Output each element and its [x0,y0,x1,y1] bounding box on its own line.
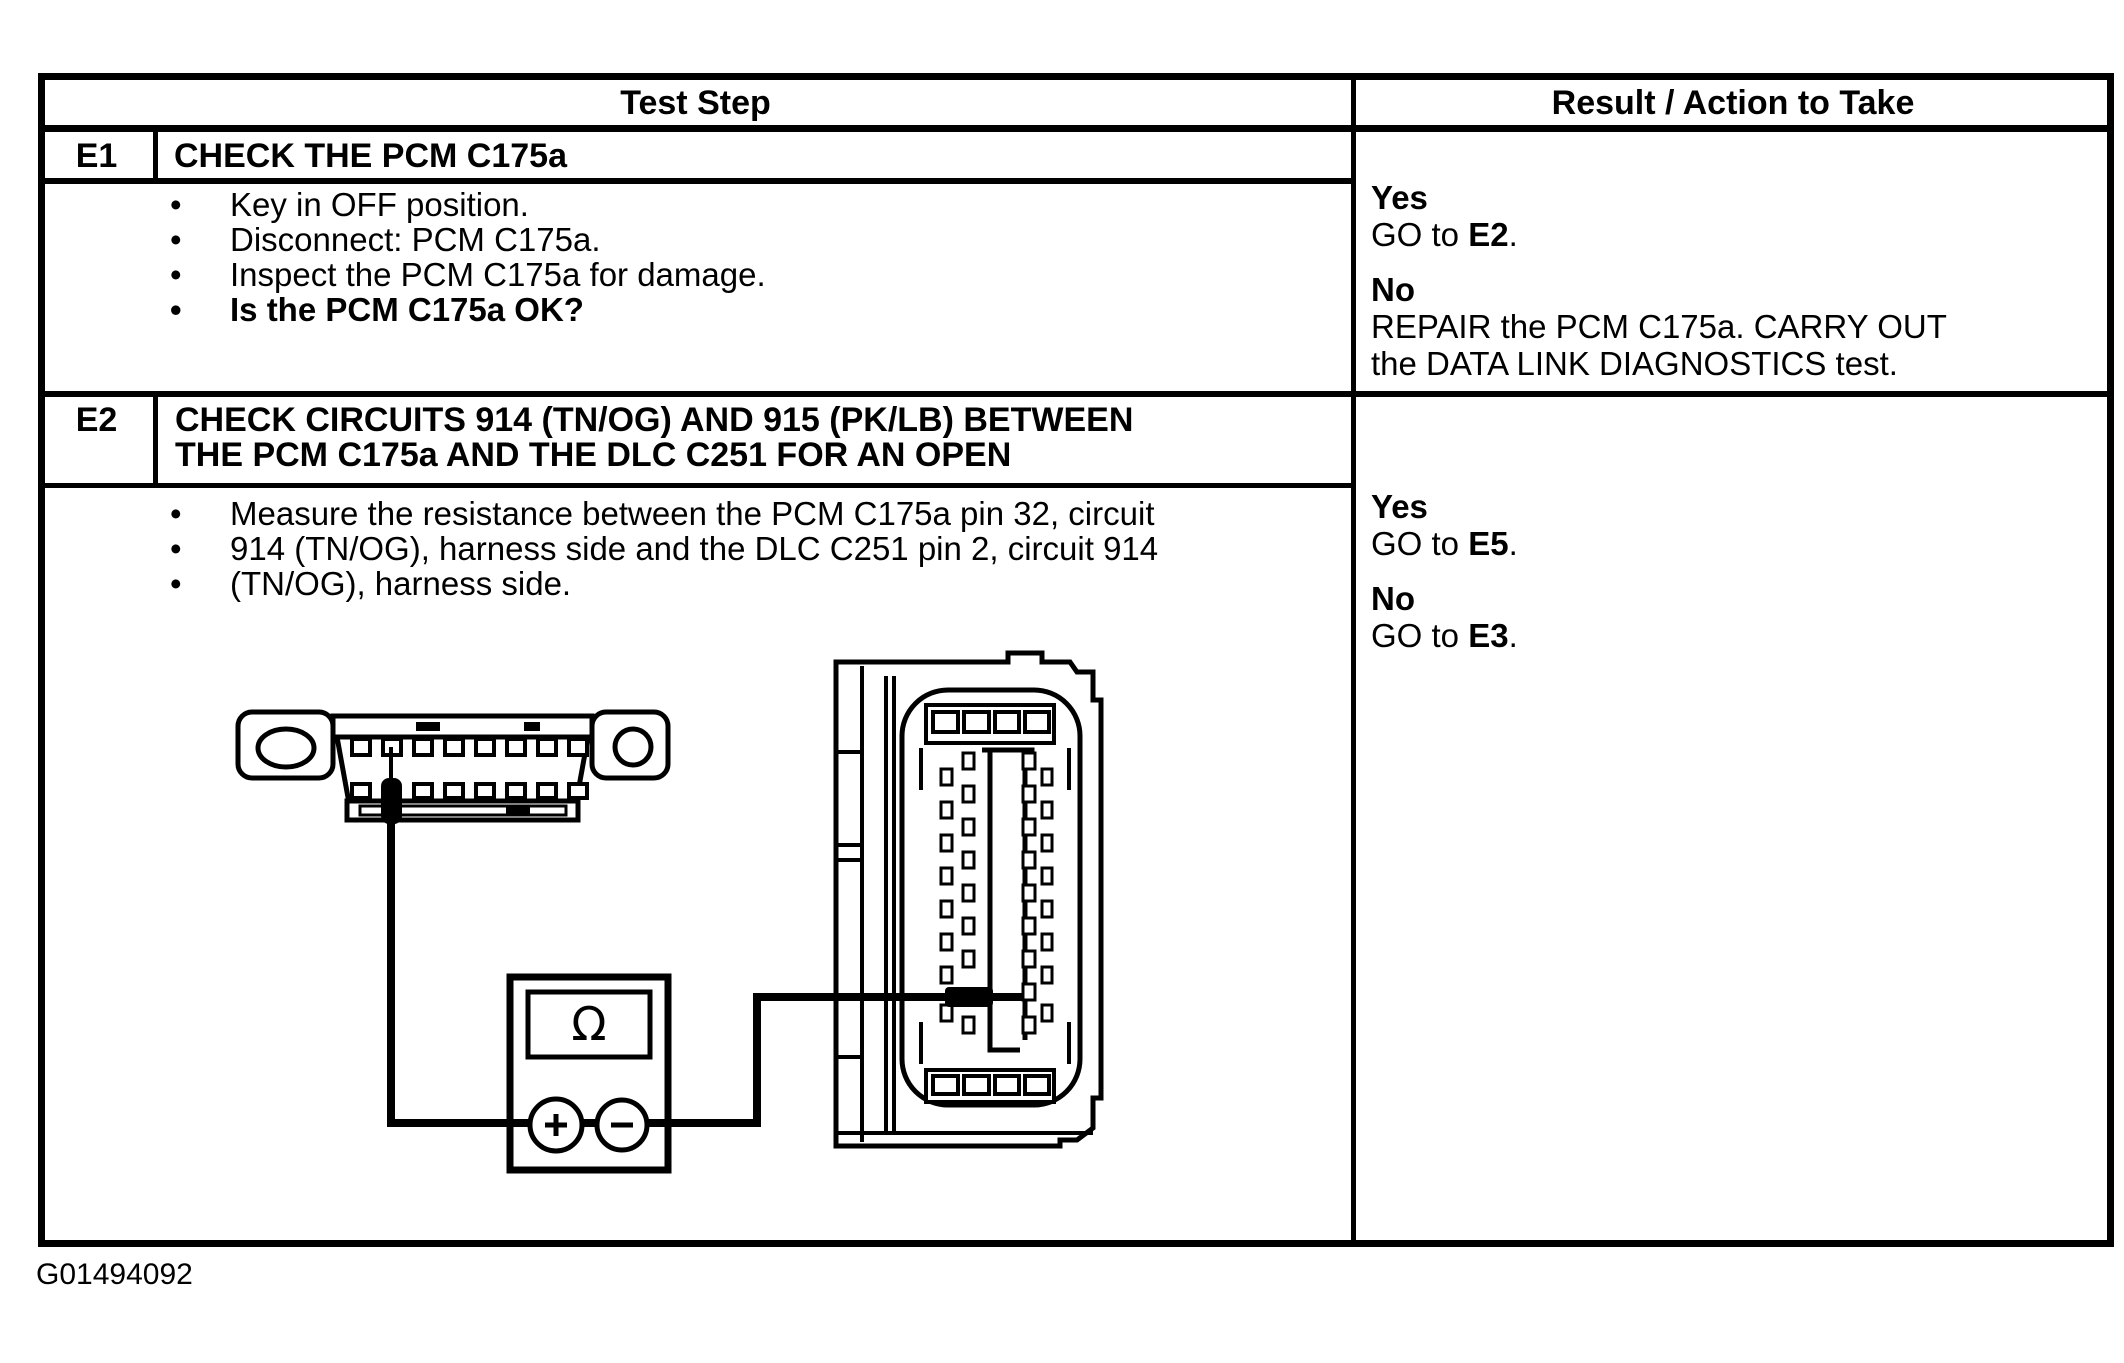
bullet-text: 914 (TN/OG), harness side and the DLC C251 pin 2, circuit 914 [230,530,1159,567]
no-label: No [1371,271,1415,308]
bullet-icon: • [170,256,182,293]
e2-bullet-list [170,496,1158,601]
list-item [170,496,1158,531]
e1-number-divider [153,132,158,178]
list-item [170,566,1158,601]
dlc-top-band [333,716,592,737]
no-action-line: REPAIR the PCM C175a. CARRY OUT [1371,308,1947,345]
header-separator [40,125,2110,132]
yes-action: GO to E2. [1371,216,1518,253]
list-item [170,187,766,222]
row-id-e2: E2 [75,401,118,439]
test-connection-diagram [230,640,1150,1210]
bullet-icon: • [170,221,182,258]
bullet-icon: • [170,495,182,532]
row-id-e1: E1 [75,137,118,175]
list-item [170,222,766,257]
test-step-header: Test Step [620,84,771,122]
bullet-text: Is the PCM C175a OK? [230,291,584,328]
pcm-connector [836,653,1101,1146]
row-title-e2: CHECK CIRCUITS 914 (TN/OG) AND 915 (PK/LB) BETWEEN THE PCM C175a AND THE DLC C251 FOR AN OPEN [175,401,1134,474]
no-action-line: the DATA LINK DIAGNOSTICS test. [1371,345,1898,382]
pcm-pin-32 [1023,984,1035,1000]
dlc-right-mount-hole [615,729,651,765]
e1-bullet-list [170,187,766,327]
yes-action: GO to E5. [1371,525,1518,562]
column-divider [1351,73,1356,1240]
list-item [170,531,1158,566]
bullet-icon: • [170,186,182,223]
no-action: GO to E3. [1371,617,1518,654]
e1-title-separator [40,178,1351,184]
bullet-icon: • [170,565,182,602]
e1-result-cell [1371,179,1947,382]
e2-result-cell [1371,488,1518,654]
bullet-text: Measure the resistance between the PCM C175a pin 32, circuit [230,495,1155,532]
dlc-probe-tip [381,778,402,824]
e2-title-separator [40,483,1351,488]
bullet-text: Inspect the PCM C175a for damage. [230,256,766,293]
bullet-text: Disconnect: PCM C175a. [230,221,601,258]
dlc-connector [238,712,668,820]
row-e1-e2-separator [40,391,2110,397]
list-item [170,257,766,292]
ohm-symbol: Ω [571,997,607,1051]
e2-number-divider [153,397,158,483]
list-item [170,292,766,327]
yes-label: Yes [1371,488,1428,525]
yes-label: Yes [1371,179,1428,216]
bullet-text: (TN/OG), harness side. [230,565,572,602]
bullet-text: Key in OFF position. [230,186,529,223]
dlc-left-mount-hole [258,729,314,767]
bullet-icon: • [170,530,182,567]
figure-id: G01494092 [36,1258,193,1291]
no-label: No [1371,580,1415,617]
bullet-icon: • [170,291,182,328]
pcm-probe-tip [945,987,993,1007]
row-title-e1: CHECK THE PCM C175a [174,137,567,175]
result-header: Result / Action to Take [1551,84,1915,122]
